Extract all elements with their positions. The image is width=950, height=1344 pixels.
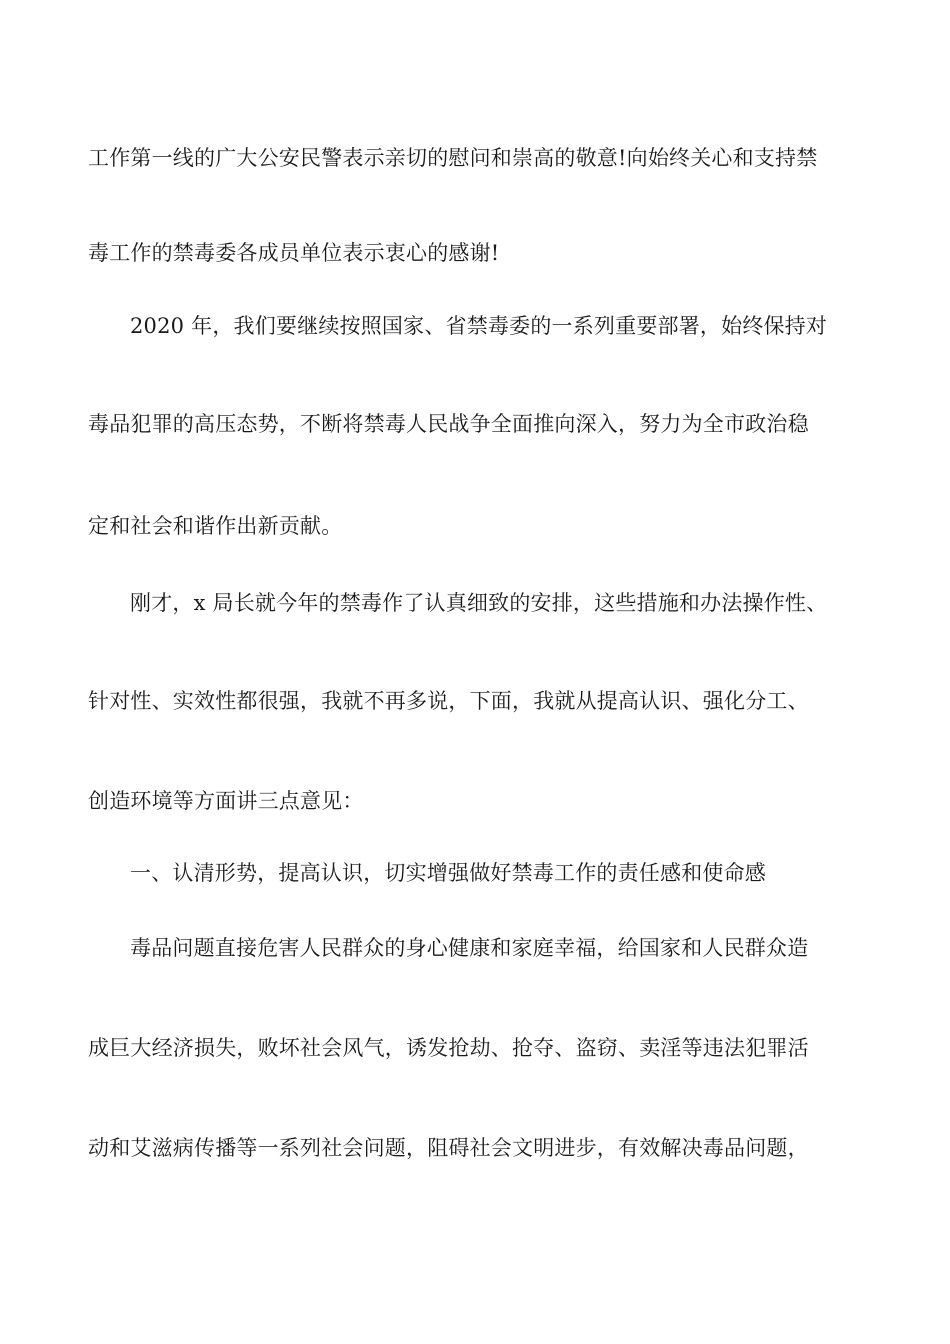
paragraph-line: 成巨大经济损失，败坏社会风气，诱发抢劫、抢夺、盗窃、卖淫等违法犯罪活 — [88, 1036, 809, 1060]
paragraph-line: 针对性、实效性都很强，我就不再多说，下面，我就从提高认识、强化分工、 — [88, 689, 809, 713]
paragraph-line: 定和社会和谐作出新贡献。 — [88, 514, 343, 538]
paragraph-line: 毒品问题直接危害人民群众的身心健康和家庭幸福，给国家和人民群众造 — [130, 936, 809, 960]
paragraph-line: 毒品犯罪的高压态势，不断将禁毒人民战争全面推向深入，努力为全市政治稳 — [88, 412, 809, 436]
paragraph-line: 动和艾滋病传播等一系列社会问题，阻碍社会文明进步，有效解决毒品问题， — [88, 1136, 809, 1160]
paragraph-line: 创造环境等方面讲三点意见： — [88, 789, 364, 813]
paragraph-line: 2020 年，我们要继续按照国家、省禁毒委的一系列重要部署，始终保持对 — [130, 314, 828, 338]
paragraph-line: 毒工作的禁毒委各成员单位表示衷心的感谢! — [88, 241, 500, 265]
paragraph-line: 工作第一线的广大公安民警表示亲切的慰问和崇高的敬意!向始终关心和支持禁 — [88, 146, 818, 170]
paragraph-line: 刚才，x 局长就今年的禁毒作了认真细致的安排，这些措施和办法操作性、 — [130, 591, 828, 615]
section-heading: 一、认清形势，提高认识，切实增强做好禁毒工作的责任感和使命感 — [130, 861, 766, 885]
